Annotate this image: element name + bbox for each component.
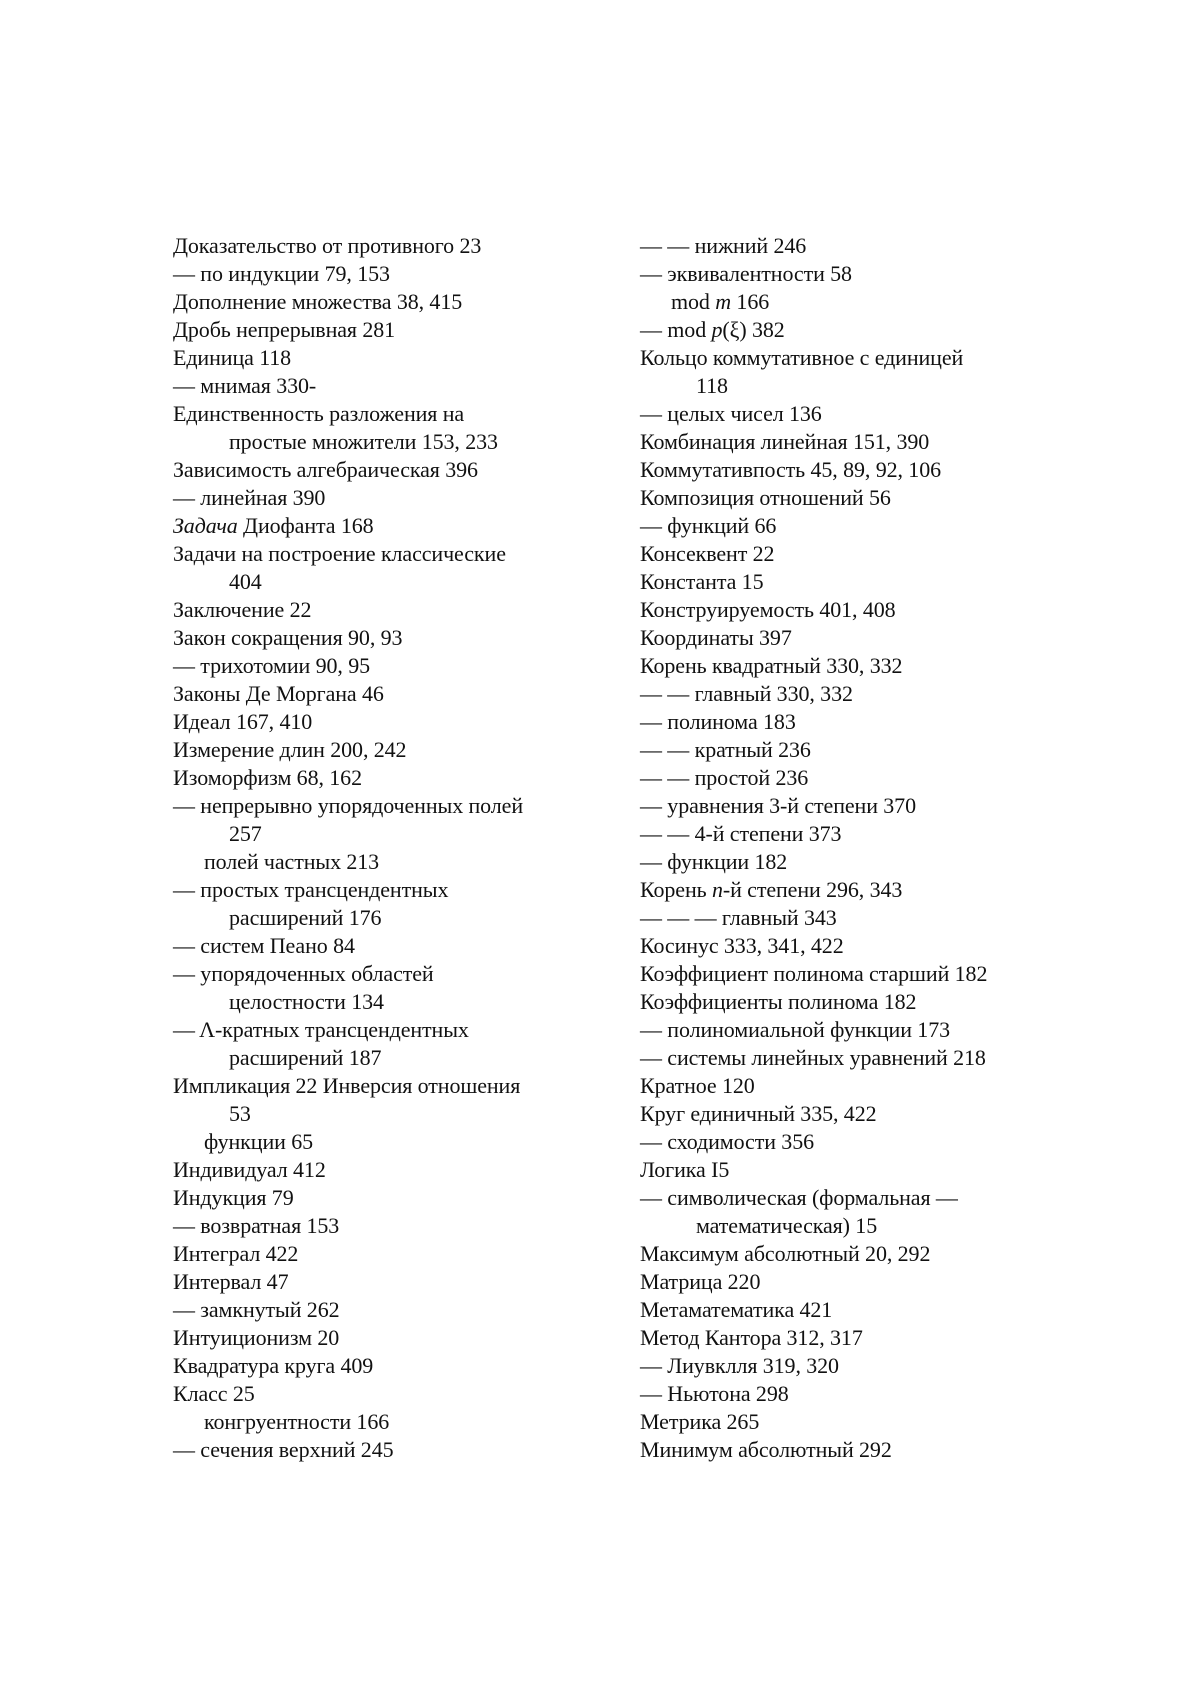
index-entry: Интеграл 422: [173, 1240, 693, 1268]
index-entry: целостности 134: [173, 988, 693, 1016]
index-entry: — упорядоченных областей: [173, 960, 693, 988]
index-entry-italic: m: [715, 289, 731, 314]
index-entry: Дополнение множества 38, 415: [173, 288, 693, 316]
index-entry: Интуиционизм 20: [173, 1324, 693, 1352]
index-entry: — систем Пеано 84: [173, 932, 693, 960]
index-entry: 53: [173, 1100, 693, 1128]
index-entry: Задачи на построение классические: [173, 540, 693, 568]
index-entry: Метаматематика 421: [640, 1296, 1160, 1324]
index-entry: — символическая (формальная —: [640, 1184, 1160, 1212]
index-entry: Импликация 22 Инверсия отношения: [173, 1072, 693, 1100]
index-entry: Метод Кантора 312, 317: [640, 1324, 1160, 1352]
index-entry: Закон сокращения 90, 93: [173, 624, 693, 652]
index-entry-italic: Задача: [173, 513, 238, 538]
index-entry: Коэффициенты полинома 182: [640, 988, 1160, 1016]
index-entry: 257: [173, 820, 693, 848]
index-entry: Минимум абсолютный 292: [640, 1436, 1160, 1464]
index-entry: [173, 512, 693, 540]
index-entry: — — — главный 343: [640, 904, 1160, 932]
index-entry: — возвратная 153: [173, 1212, 693, 1240]
index-entry: — целых чисел 136: [640, 400, 1160, 428]
index-entry-text-after: 166: [731, 289, 769, 314]
index-entry: Кольцо коммутативное с единицей: [640, 344, 1160, 372]
index-entry: Квадратура круга 409: [173, 1352, 693, 1380]
index-entry: Изоморфизм 68, 162: [173, 764, 693, 792]
index-entry: [640, 288, 1160, 316]
index-entry: — трихотомии 90, 95: [173, 652, 693, 680]
index-entry: Кратное 120: [640, 1072, 1160, 1100]
index-entry: — простых трансцендентных: [173, 876, 693, 904]
index-entry: — полинома 183: [640, 708, 1160, 736]
index-entry: Круг единичный 335, 422: [640, 1100, 1160, 1128]
index-entry: функции 65: [173, 1128, 693, 1156]
index-entry: Идеал 167, 410: [173, 708, 693, 736]
index-entry: Комбинация линейная 151, 390: [640, 428, 1160, 456]
index-entry: [640, 316, 1160, 344]
index-entry: — функции 182: [640, 848, 1160, 876]
index-entry: расширений 176: [173, 904, 693, 932]
index-entry-text: — mod: [640, 317, 712, 342]
index-entry-text-after: -й степени 296, 343: [723, 877, 902, 902]
index-entry: — мнимая 330-: [173, 372, 693, 400]
index-entry: Матрица 220: [640, 1268, 1160, 1296]
index-entry: — непрерывно упорядоченных полей: [173, 792, 693, 820]
index-entry: Корень квадратный 330, 332: [640, 652, 1160, 680]
index-entry: — замкнутый 262: [173, 1296, 693, 1324]
index-entry: Константа 15: [640, 568, 1160, 596]
index-entry: Законы Де Моргана 46: [173, 680, 693, 708]
index-entry: Единица 118: [173, 344, 693, 372]
index-entry: Дробь непрерывная 281: [173, 316, 693, 344]
index-entry: Метрика 265: [640, 1408, 1160, 1436]
index-entry: Зависимость алгебраическая 396: [173, 456, 693, 484]
index-entry: Индивидуал 412: [173, 1156, 693, 1184]
index-entry-text: Диофанта 168: [238, 513, 374, 538]
index-entry: расширений 187: [173, 1044, 693, 1072]
index-entry: Логика I5: [640, 1156, 1160, 1184]
index-entry: Индукция 79: [173, 1184, 693, 1212]
index-entry: Коммутативпость 45, 89, 92, 106: [640, 456, 1160, 484]
index-column-left: [173, 232, 693, 1464]
index-entry-text: Корень: [640, 877, 712, 902]
index-entry: Композиция отношений 56: [640, 484, 1160, 512]
index-entry: 404: [173, 568, 693, 596]
index-entry: — Λ-кратных трансцендентных: [173, 1016, 693, 1044]
index-entry: — по индукции 79, 153: [173, 260, 693, 288]
index-entry: [640, 876, 1160, 904]
index-entry: Координаты 397: [640, 624, 1160, 652]
index-entry: Консеквент 22: [640, 540, 1160, 568]
index-entry: Единственность разложения на: [173, 400, 693, 428]
index-entry: Класс 25: [173, 1380, 693, 1408]
index-entry: — уравнения 3-й степени 370: [640, 792, 1160, 820]
index-entry: математическая) 15: [640, 1212, 1160, 1240]
index-entry-text-after: (ξ) 382: [722, 317, 784, 342]
index-entry: — — 4-й степени 373: [640, 820, 1160, 848]
index-entry: Интервал 47: [173, 1268, 693, 1296]
index-column-right: [640, 232, 1160, 1464]
index-entry-italic: n: [712, 877, 723, 902]
index-entry: Измерение длин 200, 242: [173, 736, 693, 764]
index-entry-text: mod: [671, 289, 715, 314]
index-entry-italic: p: [712, 317, 723, 342]
index-entry: 118: [640, 372, 1160, 400]
index-entry: — Лиувклля 319, 320: [640, 1352, 1160, 1380]
index-entry: — полиномиальной функции 173: [640, 1016, 1160, 1044]
index-entry: Коэффициент полинома старший 182: [640, 960, 1160, 988]
index-entry: простые множители 153, 233: [173, 428, 693, 456]
index-entry: — — простой 236: [640, 764, 1160, 792]
index-entry: Максимум абсолютный 20, 292: [640, 1240, 1160, 1268]
index-entry: — сечения верхний 245: [173, 1436, 693, 1464]
index-entry: — системы линейных уравнений 218: [640, 1044, 1160, 1072]
index-entry: — — нижний 246: [640, 232, 1160, 260]
index-entry: — — главный 330, 332: [640, 680, 1160, 708]
index-entry: Доказательство от противного 23: [173, 232, 693, 260]
index-entry: полей частных 213: [173, 848, 693, 876]
index-entry: Заключение 22: [173, 596, 693, 624]
index-entry: — — кратный 236: [640, 736, 1160, 764]
index-entry: конгруентности 166: [173, 1408, 693, 1436]
index-entry: — линейная 390: [173, 484, 693, 512]
index-entry: — Ньютона 298: [640, 1380, 1160, 1408]
index-entry: Косинус 333, 341, 422: [640, 932, 1160, 960]
index-entry: Конструируемость 401, 408: [640, 596, 1160, 624]
index-entry: — сходимости 356: [640, 1128, 1160, 1156]
index-entry: — эквивалентности 58: [640, 260, 1160, 288]
index-entry: — функций 66: [640, 512, 1160, 540]
